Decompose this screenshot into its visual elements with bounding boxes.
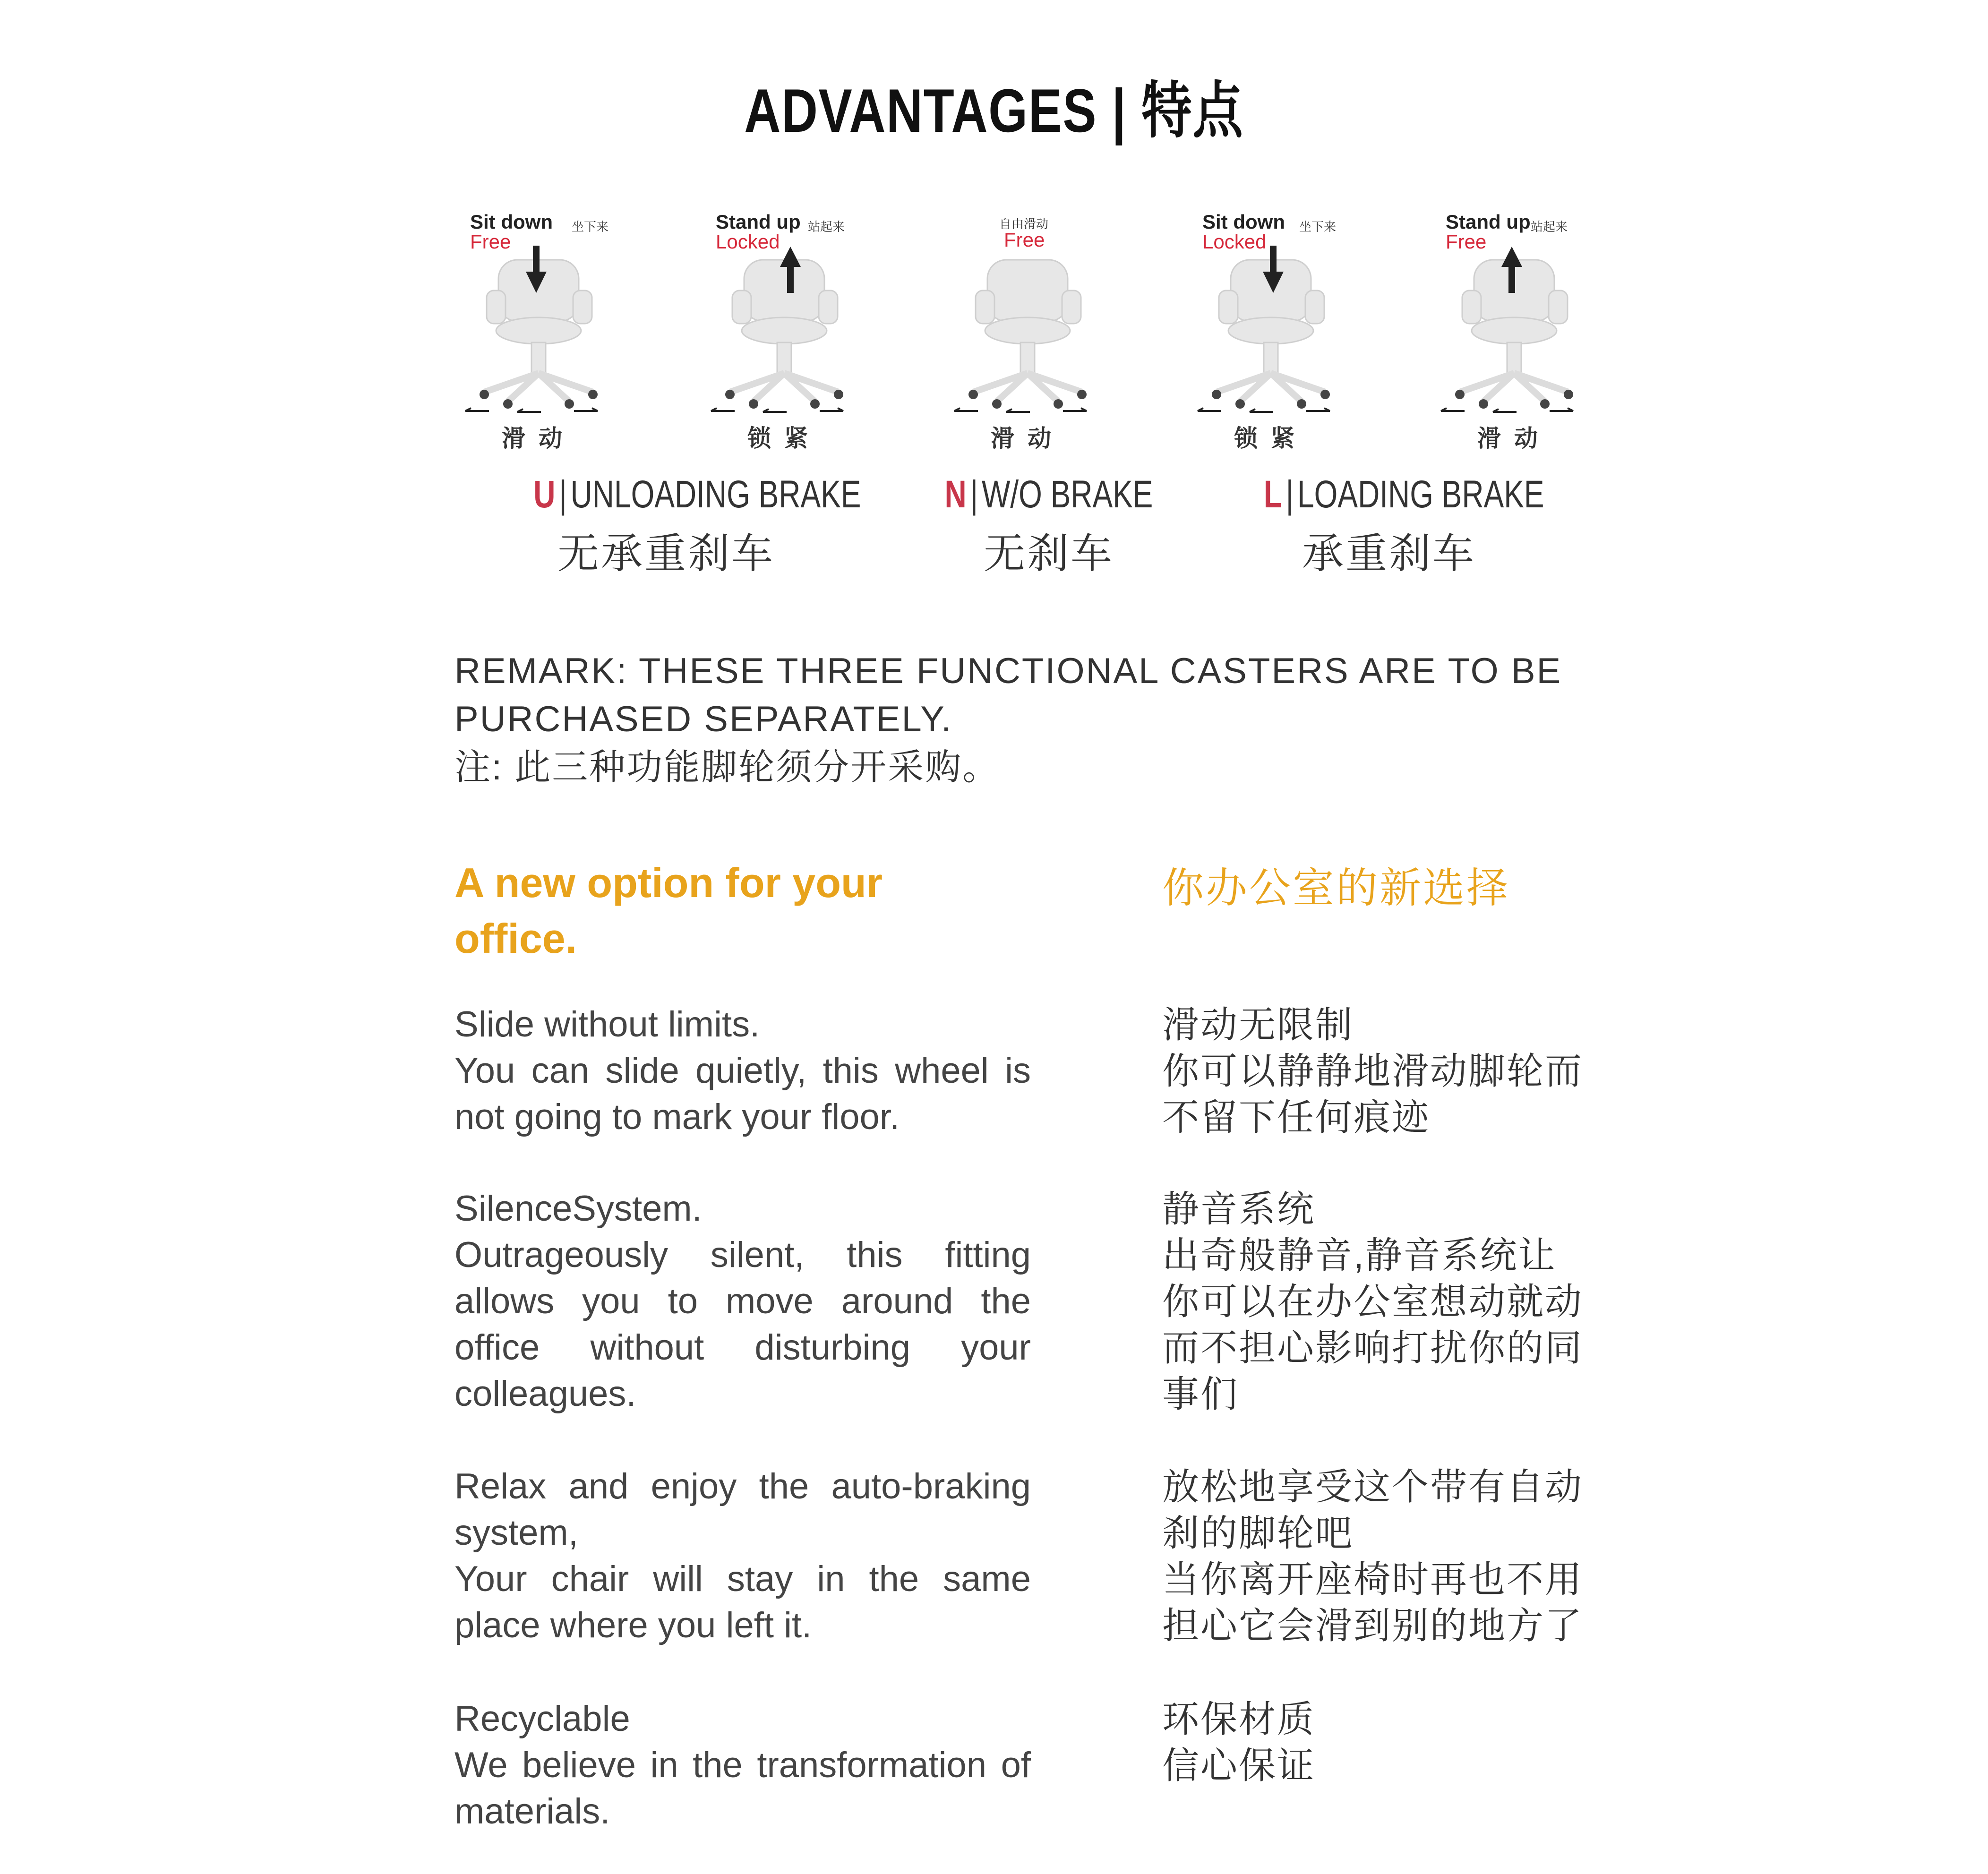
panel-state-label: Free [1446, 231, 1487, 253]
brake-l: L|LOADING BRAKE 承重刹车 [1228, 472, 1550, 580]
feature-body: Your chair will stay in the same place where you left it. [454, 1559, 1031, 1645]
feature-body: Outrageously silent, this fitting allows you to move around the office without disturbing your colleagues. [454, 1235, 1031, 1414]
feature-zh-3 [1162, 1463, 1587, 1649]
feature-title: 静音系统 [1162, 1188, 1316, 1230]
feature-body: 你可以静静地滑动脚轮而不留下任何痕迹 [1162, 1050, 1584, 1138]
panel-caption: 滑动 [1477, 425, 1551, 452]
panel-action-label: Stand up [716, 211, 801, 233]
panel-action-zh: 坐下来 [1299, 220, 1337, 234]
feature-title: Relax and enjoy the auto-braking system, [454, 1466, 1031, 1553]
brake-name-zh: 无承重刹车 [557, 530, 775, 577]
page-title: ADVANTAGES | 特点 [744, 76, 1244, 145]
panel-action-zh: 站起来 [808, 220, 845, 234]
brake-name: W/O BRAKE [981, 473, 1153, 516]
brake-u: U|UNLOADING BRAKE 无承重刹车 [496, 472, 836, 580]
panel-action-zh: 自由滑动 [999, 217, 1049, 231]
brake-name: LOADING BRAKE [1297, 473, 1544, 516]
remark-line: PURCHASED SEPARATELY. [454, 699, 953, 739]
feature-zh-2 [1162, 1186, 1587, 1417]
panel-action-label: Sit down [470, 211, 553, 233]
panel-caption: 滑动 [991, 425, 1064, 452]
chair-panel-3 [950, 208, 1157, 454]
chair-panel-2 [706, 208, 914, 454]
brake-code: N [944, 473, 967, 516]
feature-en-1 [454, 1001, 1031, 1140]
feature-title: 滑动无限制 [1162, 1004, 1354, 1045]
remark-line-zh: 注: 此三种功能脚轮须分开采购。 [454, 747, 1000, 787]
brake-name-zh: 无刹车 [983, 530, 1114, 577]
panel-action-label: Sit down [1202, 211, 1285, 233]
feature-body: 信心保证 [1162, 1745, 1316, 1786]
feature-zh-4 [1162, 1696, 1611, 1788]
panel-state-label: Free [470, 231, 511, 253]
feature-en-3 [454, 1463, 1031, 1649]
panel-state-label: Locked [716, 231, 780, 253]
brake-code: L [1263, 473, 1282, 516]
chair-panel-4 [1193, 208, 1401, 454]
remark-block [454, 647, 1588, 792]
panel-action-zh: 坐下来 [572, 220, 609, 234]
panel-state-label: Locked [1202, 231, 1267, 253]
section-heading-en: A new option for your office. [454, 859, 883, 962]
panel-caption: 锁紧 [1234, 425, 1308, 452]
feature-title: Recyclable [454, 1699, 630, 1739]
feature-body: 当你离开座椅时再也不用担心它会滑到别的地方了 [1162, 1558, 1584, 1646]
brake-n: N|W/O BRAKE 无刹车 [898, 472, 1200, 580]
chair-panel-5 [1436, 208, 1644, 454]
brake-code: U [533, 473, 556, 516]
feature-en-4 [454, 1696, 1031, 1835]
feature-body: You can slide quietly, this wheel is not going to mark your floor. [454, 1051, 1031, 1137]
panel-action-label: Stand up [1446, 211, 1531, 233]
feature-title: Slide without limits. [454, 1004, 760, 1044]
brake-name: UNLOADING BRAKE [570, 473, 861, 516]
feature-zh-1 [1162, 1001, 1587, 1140]
section-heading-zh: 你办公室的新选择 [1162, 864, 1510, 911]
remark-line: REMARK: THESE THREE FUNCTIONAL CASTERS ARE TO BE [454, 651, 1562, 691]
feature-en-2 [454, 1186, 1031, 1417]
panel-caption: 锁紧 [747, 425, 821, 452]
panel-action-zh: 站起来 [1531, 220, 1568, 234]
feature-title: 放松地享受这个带有自动刹的脚轮吧 [1162, 1466, 1584, 1554]
feature-body: 出奇般静音,静音系统让你可以在办公室想动就动而不担心影响打扰你的同事们 [1162, 1234, 1584, 1415]
feature-title: 环保材质 [1162, 1698, 1316, 1740]
panel-caption: 滑动 [502, 425, 575, 452]
chair-icon [950, 208, 1157, 454]
panel-state-label: Free [1004, 229, 1045, 251]
chair-panel-1 [461, 208, 668, 454]
brake-name-zh: 承重刹车 [1302, 530, 1476, 577]
feature-body: We believe in the transformation of materials. [454, 1745, 1031, 1831]
feature-title: SilenceSystem. [454, 1189, 702, 1229]
